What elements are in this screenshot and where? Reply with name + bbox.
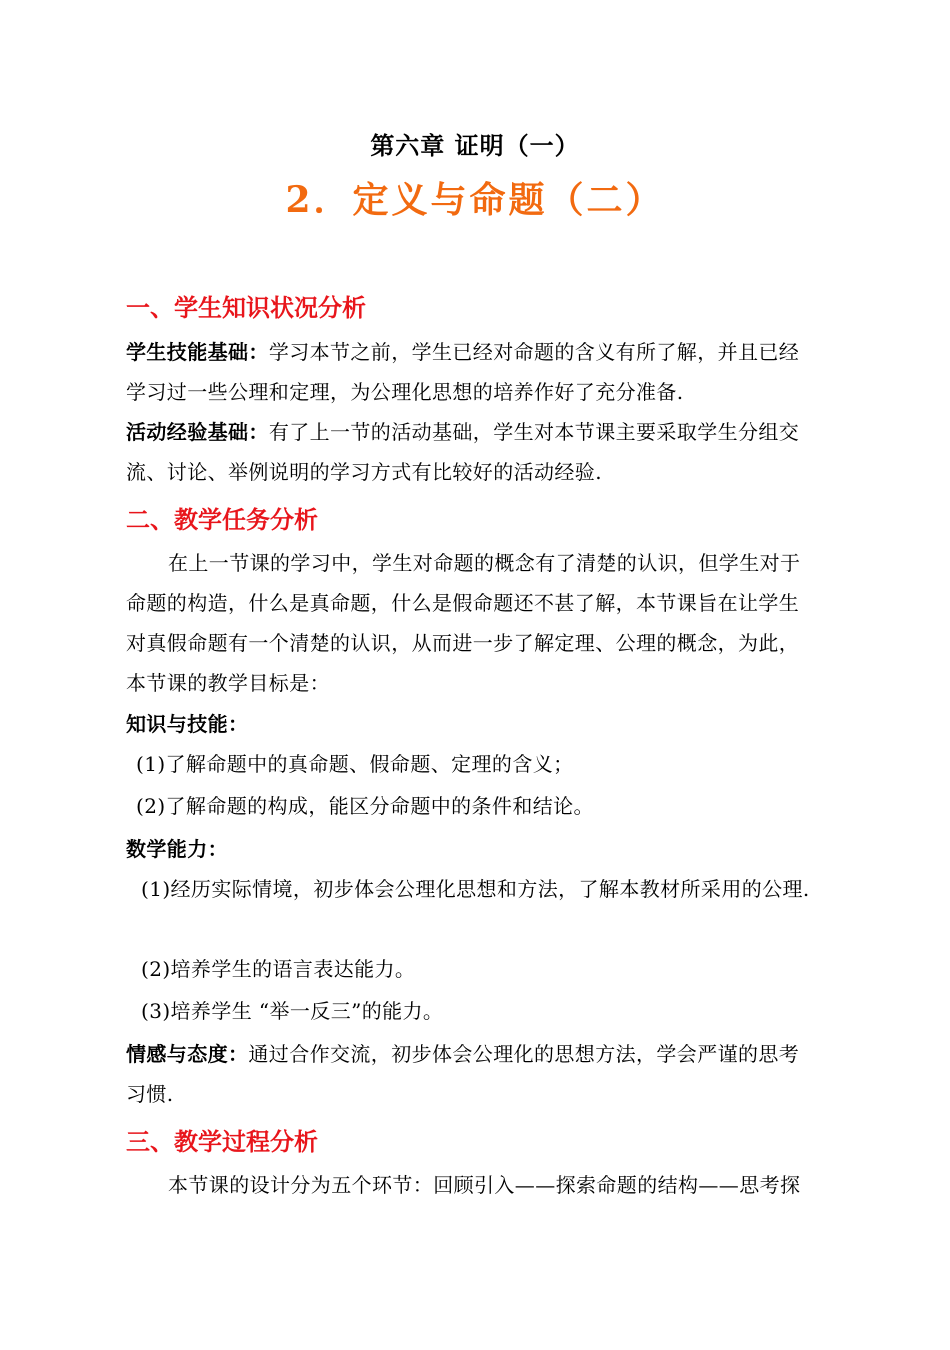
- math-item-1: (1)经历实际情境，初步体会公理化思想和方法，了解本教材所采用的公理.: [141, 877, 810, 901]
- section-heading-1: 一、学生知识状况分析: [126, 293, 366, 322]
- attitude-text-1: 通过合作交流，初步体会公理化的思想方法，学会严谨的思考: [248, 1042, 800, 1066]
- chapter-heading: 第六章 证明（一）: [370, 131, 580, 160]
- skill-basis-label: 学生技能基础：: [126, 340, 269, 364]
- math-ability-label: 数学能力：: [126, 837, 228, 861]
- lesson-title: 2．定义与命题（二）: [285, 179, 665, 221]
- activity-basis-line-2: 流、讨论、举例说明的学习方式有比较好的活动经验.: [126, 460, 602, 484]
- activity-basis-line-1: [126, 416, 799, 445]
- task-paragraph-line-3: 对真假命题有一个清楚的认识，从而进一步了解定理、公理的概念，为此，: [126, 631, 800, 655]
- math-item-2: (2)培养学生的语言表达能力。: [141, 957, 416, 981]
- math-item-3: (3)培养学生 “举一反三”的能力。: [141, 999, 444, 1023]
- section-heading-2: 二、教学任务分析: [126, 505, 318, 534]
- skill-basis-line-1: [126, 336, 799, 365]
- activity-basis-text-1: 有了上一节的活动基础，学生对本节课主要采取学生分组交: [268, 420, 800, 444]
- task-paragraph-line-2: 命题的构造，什么是真命题，什么是假命题还不甚了解，本节课旨在让学生: [126, 591, 800, 615]
- skill-basis-text-1: 学习本节之前，学生已经对命题的含义有所了解，并且已经: [268, 340, 800, 364]
- task-paragraph-line-4: 本节课的教学目标是：: [126, 671, 330, 695]
- activity-basis-label: 活动经验基础：: [126, 420, 269, 444]
- attitude-line-1: [126, 1038, 799, 1067]
- knowledge-item-1: (1)了解命题中的真命题、假命题、定理的含义；: [136, 752, 574, 776]
- section-heading-3: 三、教学过程分析: [126, 1127, 318, 1156]
- attitude-label: 情感与态度：: [126, 1042, 249, 1066]
- knowledge-skill-label: 知识与技能：: [126, 712, 249, 736]
- process-paragraph-line-1: 本节课的设计分为五个环节：回顾引入——探索命题的结构——思考探: [168, 1173, 801, 1197]
- attitude-line-2: 习惯.: [126, 1082, 174, 1106]
- task-paragraph-line-1: 在上一节课的学习中，学生对命题的概念有了清楚的认识，但学生对于: [168, 551, 801, 575]
- knowledge-item-2: (2)了解命题的构成，能区分命题中的条件和结论。: [136, 794, 594, 818]
- skill-basis-line-2: 学习过一些公理和定理，为公理化思想的培养作好了充分准备.: [126, 380, 684, 404]
